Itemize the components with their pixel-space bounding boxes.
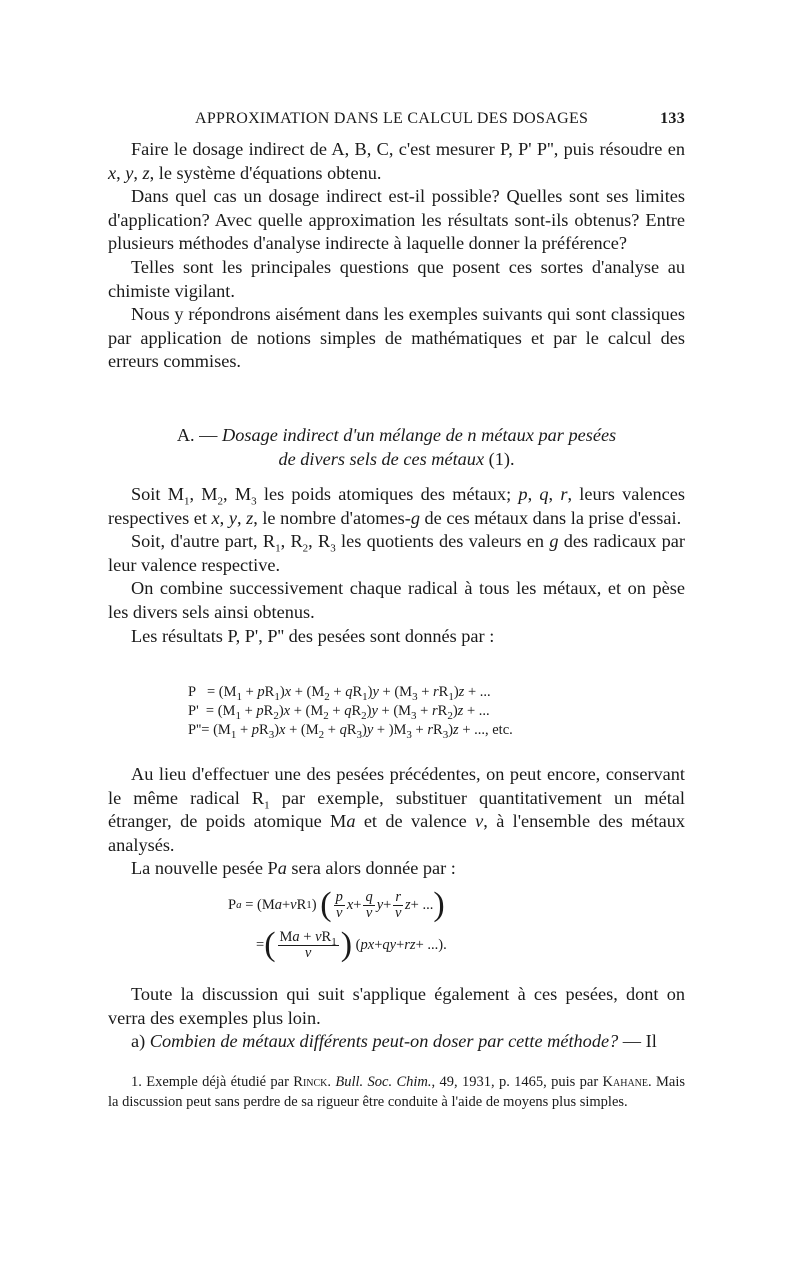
equation-line: P a = (M a + v R 1 ) ( $\frac{p}{v}$ x + $\frac{q}{v}$ y + $\frac{r}{v}$ z + ... ) <box>228 886 445 923</box>
section-label: A. — <box>176 425 218 445</box>
definitions-text <box>108 483 685 648</box>
section-title-line1: Dosage indirect d'un mélange de n métaux par pesées <box>222 425 617 445</box>
paragraph: La nouvelle pesée Pa sera alors donnée par : <box>131 858 456 879</box>
paragraph: a) Combien de métaux différents peut-on doser par cette méthode? — Il <box>131 1031 657 1052</box>
section-title-line2: de divers sels de ces métaux <box>278 448 485 469</box>
equation-pa <box>228 885 447 965</box>
substitution-text <box>108 763 685 881</box>
equation-line: = ( $\frac{Ma + vR_1}{v}$ ) ( px + qy + rz + ...). <box>256 926 447 963</box>
paragraph: Soit, d'autre part, $R_1$, $R_2$, $R_3$ les quotients des valeurs en g des radicaux par leur valence respective. <box>108 531 685 575</box>
page-number: 133 <box>660 110 685 127</box>
section-heading <box>108 424 685 471</box>
footnote-text: 1. Exemple déjà étudié par Rinck. Bull. Soc. Chim., 49, 1931, p. 1465, puis par Kahane. Mais la discussion peut sans perdre de sa rigueur être conduite à l'aide de moyens plus simples. <box>108 1074 685 1110</box>
paragraph: Les résultats P, P', P'' des pesées sont donnés par : <box>131 625 495 646</box>
intro-text <box>108 138 685 374</box>
paragraph: On combine successivement chaque radical à tous les métaux, et on pèse les divers sels ainsi obtenus. <box>108 578 685 622</box>
running-title: APPROXIMATION DANS LE CALCUL DES DOSAGES <box>195 110 589 127</box>
footnote-ref: (1). <box>488 448 515 469</box>
equation-line: $P' = (M_1 + pR_2)x + (M_2 + qR_2)y + (M_3 + rR_2)z$ + ... <box>188 703 490 722</box>
paragraph: Faire le dosage indirect de A, B, C, c'est mesurer P, P' P'', puis résoudre en x, y, z, le système d'équations obtenu. <box>108 139 685 183</box>
equation-line: $P = (M_1 + pR_1)x + (M_2 + qR_1)y + (M_3 + rR_1)z$ + ... <box>188 684 491 703</box>
paragraph: Telles sont les principales questions que posent ces sortes d'analyse au chimiste vigilant. <box>108 256 685 301</box>
paragraph: Soit $M_1$, $M_2$, $M_3$ les poids atomiques des métaux; p, q, r, leurs valences respectives et x, y, z, le nombre d'atomes-g de ces métaux dans la prise d'essai. <box>108 484 686 528</box>
equation-system <box>188 683 513 740</box>
discussion-text <box>108 983 685 1054</box>
footnote <box>108 1073 685 1112</box>
paragraph: Nous y répondrons aisément dans les exemples suivants qui sont classiques par application de notions simples de mathématiques et par le calcul des erreurs commises. <box>108 304 685 372</box>
paragraph: Dans quel cas un dosage indirect est-il possible? Quelles sont ses limites d'application? Avec quelle approximation les résultats sont-ils obtenus? Entre plusieurs méthodes d'analyse indirecte à laquelle donner la préférence? <box>108 186 685 254</box>
equation-line: $P''= (M_1 + pR_3)x + (M_2 + qR_3)y + )M_3 + rR_3)z$ + ..., etc. <box>188 722 513 741</box>
paragraph: Au lieu d'effectuer une des pesées précédentes, on peut encore, conservant le même radical $R_1$ par exemple, substituer quantitativement un métal étranger, de poids atomique Ma et de valence v, à l'ensemble des métaux analysés. <box>108 764 685 855</box>
running-header <box>108 110 685 134</box>
paragraph: Toute la discussion qui suit s'applique également à ces pesées, dont on verra des exemples plus loin. <box>108 984 685 1028</box>
